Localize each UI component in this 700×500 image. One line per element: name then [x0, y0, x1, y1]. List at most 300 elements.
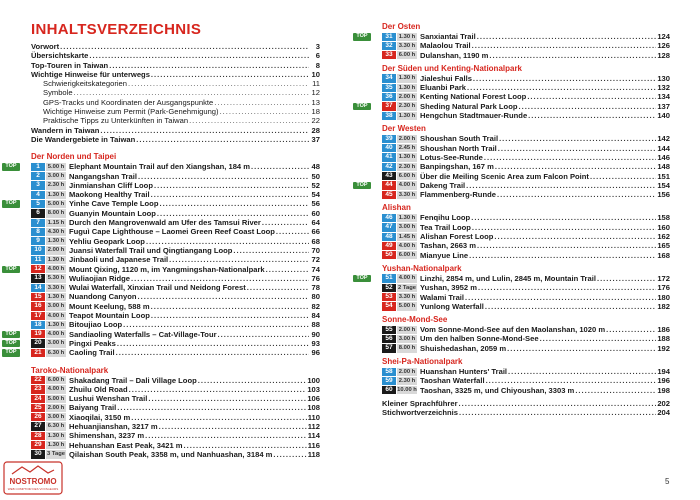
entry-page-number: 64 — [311, 218, 320, 228]
dot-leader — [528, 111, 656, 120]
entry-page-number: 37 — [311, 134, 320, 144]
tour-number: 59 — [382, 377, 396, 385]
tour-entry[interactable] — [382, 83, 670, 92]
dot-leader — [151, 311, 309, 320]
entry-label: Jialeshui Falls — [420, 73, 472, 83]
entry-page-number: 146 — [657, 152, 670, 162]
tour-duration: 1.45 h — [398, 233, 416, 240]
entry-page-number: 198 — [657, 385, 670, 395]
tour-entry[interactable] — [382, 334, 670, 343]
tour-entry[interactable] — [382, 386, 670, 395]
entry-page-number: 142 — [657, 134, 670, 144]
tour-entry[interactable] — [356, 273, 670, 283]
tour-number: 51 — [382, 274, 396, 282]
toc-entry[interactable] — [31, 135, 320, 144]
tour-entry[interactable] — [31, 450, 320, 459]
tour-entry[interactable] — [382, 213, 670, 222]
tour-duration: 1.30 h — [398, 75, 416, 82]
entry-label: Wulai Waterfall, Xinxian Trail und Neidong Forest — [69, 283, 246, 293]
tour-duration: 5.00 h — [47, 163, 65, 170]
entry-page-number: 82 — [311, 301, 320, 311]
toc-entry[interactable] — [31, 42, 320, 51]
dot-leader — [497, 190, 656, 199]
entry-page-number: 106 — [307, 394, 320, 404]
entry-label: Vom Sonne-Mond-See auf den Maolanshan, 1020 m — [420, 325, 606, 335]
entry-page-number: 88 — [311, 320, 320, 330]
dot-leader — [151, 302, 309, 311]
right-column — [356, 22, 670, 418]
entry-label: Baiyang Trail — [69, 403, 117, 413]
tour-entry[interactable] — [31, 385, 320, 394]
dot-leader — [247, 283, 309, 292]
dot-leader — [485, 302, 656, 311]
toc-entry[interactable] — [382, 408, 670, 417]
entry-page-number: 93 — [311, 338, 320, 348]
entry-page-number: 48 — [311, 162, 320, 172]
entry-page-number: 176 — [657, 283, 670, 293]
entry-label: Mount Keelung, 588 m — [69, 301, 150, 311]
tour-entry[interactable] — [382, 241, 670, 250]
entry-label: Shoushan South Trail — [420, 134, 499, 144]
entry-label: Kenting National Forest Loop — [420, 92, 527, 102]
entry-label: Banpingshan, 167 m — [420, 162, 494, 172]
top-badge: TOP — [353, 33, 371, 41]
entry-label: Lushui Wenshan Trail — [69, 394, 148, 404]
dot-leader — [218, 330, 309, 339]
section-heading: Der Norden und Taipei — [31, 152, 117, 162]
dot-leader — [148, 394, 306, 403]
tour-number: 60 — [382, 386, 396, 394]
dot-leader — [471, 213, 656, 222]
entry-label: Shuishedashan, 2059 m — [420, 343, 507, 353]
entry-label: Kleiner Sprachführer — [382, 398, 458, 408]
toc-entry[interactable] — [31, 116, 320, 125]
entry-label: Durch den Mangrovenwald am Ufer des Tamsui River — [69, 218, 261, 228]
tour-duration: 2.00 h — [47, 404, 65, 411]
tour-entry[interactable] — [31, 237, 320, 246]
entry-page-number: 56 — [311, 199, 320, 209]
tour-entry[interactable] — [31, 422, 320, 431]
entry-page-number: 76 — [311, 273, 320, 283]
tour-entry[interactable] — [5, 162, 320, 172]
tour-duration: 10.00 h — [397, 387, 417, 394]
tour-duration: 3.30 h — [398, 42, 416, 49]
dot-leader — [472, 223, 656, 232]
entry-label: Symbole — [43, 88, 73, 98]
tour-duration: 4.00 h — [47, 312, 65, 319]
tour-entry[interactable] — [31, 190, 320, 199]
dot-leader — [489, 51, 656, 60]
tour-duration: 2.00 h — [398, 326, 416, 333]
entry-label: Wichtige Hinweise zum Permit (Park-Genehmigung) — [43, 107, 219, 117]
entry-label: Nangangshan Trail — [69, 171, 137, 181]
tour-entry[interactable] — [382, 302, 670, 311]
tour-entry[interactable] — [382, 376, 670, 385]
tour-duration: 6.30 h — [47, 423, 65, 430]
tour-entry[interactable] — [5, 199, 320, 209]
entry-label: Hengchun Stadtmauer-Runde — [420, 111, 528, 121]
toc-entry[interactable] — [31, 126, 320, 135]
entry-page-number: 96 — [311, 348, 320, 358]
dot-leader — [128, 79, 309, 88]
entry-label: Yunlong Waterfall — [420, 301, 484, 311]
toc-entry[interactable] — [382, 399, 670, 408]
entry-label: Praktische Tipps zu Unterkünften in Taiwan — [43, 116, 189, 126]
entry-page-number: 165 — [657, 241, 670, 251]
tour-duration: 2.45 h — [398, 145, 416, 152]
entry-page-number: 112 — [307, 421, 320, 431]
dot-leader — [466, 181, 656, 190]
tour-number: 32 — [382, 42, 396, 50]
entry-page-number: 80 — [311, 292, 320, 302]
tour-duration: 2.30 h — [398, 377, 416, 384]
top-badge: TOP — [2, 163, 20, 171]
tour-entry[interactable] — [382, 293, 670, 302]
entry-page-number: 28 — [311, 125, 320, 135]
entry-label: Fenqihu Loop — [420, 213, 471, 223]
entry-label: Bitoujiao Loop — [69, 320, 123, 330]
tour-duration: 5.00 h — [47, 200, 65, 207]
dot-leader — [154, 181, 309, 190]
tour-number: 35 — [382, 84, 396, 92]
tour-duration: 1.30 h — [398, 154, 416, 161]
entry-page-number: 137 — [657, 101, 670, 111]
dot-leader — [477, 241, 656, 250]
tour-number: 44 — [382, 181, 396, 189]
top-badge: TOP — [353, 103, 371, 111]
dot-leader — [145, 431, 307, 440]
left-column — [5, 42, 320, 459]
tour-entry[interactable] — [31, 302, 320, 311]
tour-number: 41 — [382, 153, 396, 161]
dot-leader — [220, 107, 309, 116]
entry-page-number: 144 — [657, 143, 670, 153]
tour-duration: 1.30 h — [398, 112, 416, 119]
tour-entry[interactable] — [356, 101, 670, 111]
dot-leader — [159, 199, 309, 208]
section-heading: Alishan — [382, 203, 411, 213]
tour-number: 15 — [31, 293, 45, 301]
tour-entry[interactable] — [382, 232, 670, 241]
tour-entry[interactable] — [382, 283, 670, 292]
tour-duration: 1.30 h — [47, 256, 65, 263]
dot-leader — [465, 293, 656, 302]
dot-leader — [498, 144, 657, 153]
tour-duration: 4.00 h — [398, 182, 416, 189]
dot-leader — [146, 237, 309, 246]
entry-page-number: 50 — [311, 171, 320, 181]
entry-page-number: 134 — [657, 92, 670, 102]
entry-label: Tashan, 2663 m — [420, 241, 476, 251]
entry-label: Sheding Natural Park Loop — [420, 101, 518, 111]
tour-entry[interactable] — [31, 209, 320, 218]
tour-entry[interactable] — [356, 32, 670, 41]
tour-duration: 8.00 h — [47, 210, 65, 217]
tour-entry[interactable] — [356, 180, 670, 190]
dot-leader — [159, 422, 307, 431]
tour-number: 2 — [31, 172, 45, 180]
entry-page-number: 204 — [657, 408, 670, 418]
entry-page-number: 60 — [311, 208, 320, 218]
entry-label: Schwierigkeitskategorien — [43, 79, 127, 89]
tour-number: 36 — [382, 93, 396, 101]
tour-number: 55 — [382, 326, 396, 334]
tour-number: 8 — [31, 228, 45, 236]
tour-duration: 8.00 h — [398, 345, 416, 352]
entry-page-number: 196 — [657, 376, 670, 386]
tour-entry[interactable] — [382, 74, 670, 83]
entry-label: Top-Touren in Taiwan — [31, 60, 109, 70]
entry-label: Fuguì Cape Lighthouse – Laomei Green Reef Coast Loop — [69, 227, 275, 237]
tour-duration: 5.00 h — [47, 395, 65, 402]
toc-entry[interactable] — [31, 107, 320, 116]
toc-entry[interactable] — [31, 70, 320, 79]
tour-entry[interactable] — [31, 246, 320, 255]
entry-page-number: 70 — [311, 245, 320, 255]
tour-entry[interactable] — [31, 283, 320, 292]
page-number: 5 — [665, 477, 670, 486]
dot-leader — [273, 450, 306, 459]
entry-page-number: 72 — [311, 255, 320, 265]
entry-label: Guanyin Mountain Loop — [69, 208, 156, 218]
tour-number: 24 — [31, 395, 45, 403]
tour-number: 17 — [31, 312, 45, 320]
tour-number: 52 — [382, 284, 396, 292]
entry-label: Xiaoqilai, 3150 m — [69, 412, 131, 422]
tour-entry[interactable] — [382, 325, 670, 334]
tour-duration: 4.00 h — [47, 266, 65, 273]
top-badge: TOP — [2, 340, 20, 348]
dot-leader — [518, 102, 656, 111]
dot-leader — [89, 51, 309, 60]
dot-leader — [151, 70, 309, 79]
tour-duration: 6.00 h — [398, 52, 416, 59]
tour-entry[interactable] — [31, 394, 320, 403]
dot-leader — [508, 367, 656, 376]
tour-entry[interactable] — [382, 144, 670, 153]
entry-label: Yehliu Geopark Loop — [69, 236, 145, 246]
dot-leader — [151, 190, 309, 199]
tour-entry[interactable] — [5, 348, 320, 358]
tour-duration: 4.00 h — [398, 275, 416, 282]
dot-leader — [136, 135, 309, 144]
toc-entry[interactable] — [31, 61, 320, 70]
entry-label: Pingxi Peaks — [69, 338, 116, 348]
tour-entry[interactable] — [31, 376, 320, 385]
entry-label: Caoling Trail — [69, 348, 115, 358]
tour-entry[interactable] — [382, 223, 670, 232]
entry-label: Zhuilu Old Road — [69, 384, 128, 394]
entry-label: Mianyue Line — [420, 250, 469, 260]
entry-page-number: 114 — [307, 431, 320, 441]
tour-duration: 3.00 h — [47, 340, 65, 347]
dot-leader — [459, 408, 656, 417]
tour-number: 53 — [382, 293, 396, 301]
tour-entry[interactable] — [31, 172, 320, 181]
entry-label: Jinmianshan Cliff Loop — [69, 180, 153, 190]
entry-page-number: 148 — [657, 162, 670, 172]
tour-entry[interactable] — [31, 320, 320, 329]
tour-entry[interactable] — [31, 218, 320, 227]
page-title: INHALTSVERZEICHNIS — [31, 21, 202, 38]
dot-leader — [262, 218, 309, 227]
tour-entry[interactable] — [382, 190, 670, 199]
entry-label: Maokong Healthy Trail — [69, 190, 150, 200]
tour-entry[interactable] — [31, 441, 320, 450]
top-badge: TOP — [353, 182, 371, 190]
entry-label: Elephant Mountain Trail auf den Xiangshan, 184 m — [69, 162, 251, 172]
tour-number: 45 — [382, 191, 396, 199]
entry-page-number: 188 — [657, 334, 670, 344]
tour-entry[interactable] — [382, 172, 670, 181]
entry-label: Teapot Mountain Loop — [69, 311, 150, 321]
tour-entry[interactable] — [5, 338, 320, 348]
dot-leader — [131, 274, 309, 283]
entry-label: Huanshan Hunters' Trail — [420, 367, 508, 377]
tour-entry[interactable] — [382, 344, 670, 353]
dot-leader — [189, 116, 309, 125]
tour-entry[interactable] — [31, 255, 320, 264]
tour-duration: 2.30 h — [398, 103, 416, 110]
tour-duration: 1.30 h — [47, 321, 65, 328]
tour-entry[interactable] — [382, 92, 670, 101]
tour-number: 40 — [382, 144, 396, 152]
entry-label: Vorwort — [31, 42, 60, 51]
tour-number: 7 — [31, 219, 45, 227]
entry-label: Malaolou Trail — [420, 41, 471, 51]
entry-page-number: 192 — [657, 343, 670, 353]
tour-entry[interactable] — [382, 41, 670, 50]
tour-duration: 3 Tage — [47, 451, 65, 458]
tour-number: 33 — [382, 51, 396, 59]
tour-duration: 1.30 h — [47, 442, 65, 449]
toc-entry[interactable] — [31, 51, 320, 60]
dot-leader — [590, 172, 656, 181]
toc-entry[interactable] — [31, 88, 320, 97]
tour-entry[interactable] — [382, 134, 670, 143]
tour-entry[interactable] — [382, 51, 670, 60]
tour-entry[interactable] — [382, 251, 670, 260]
tour-duration: 1.30 h — [47, 191, 65, 198]
tour-number: 39 — [382, 135, 396, 143]
tour-number: 56 — [382, 335, 396, 343]
tour-entry[interactable] — [382, 111, 670, 120]
entry-label: Sandiaoling Waterfalls – Cat-Village-Tour — [69, 329, 217, 339]
entry-label: Shimenshan, 3237 m — [69, 431, 145, 441]
dot-leader — [138, 172, 309, 181]
entry-page-number: 202 — [657, 398, 670, 408]
tour-duration: 4.30 h — [47, 228, 65, 235]
tour-duration: 6.00 h — [398, 252, 416, 259]
entry-label: Yushan, 3952 m — [420, 283, 477, 293]
tour-entry[interactable] — [382, 162, 670, 171]
tour-duration: 1.30 h — [47, 293, 65, 300]
tour-duration: 3.00 h — [398, 224, 416, 231]
toc-entry[interactable] — [31, 98, 320, 107]
dot-leader — [597, 274, 656, 283]
entry-label: Wichtige Hinweise für unterwegs — [31, 69, 150, 79]
entry-page-number: 74 — [311, 264, 320, 274]
tour-number: 6 — [31, 209, 45, 217]
dot-leader — [109, 61, 309, 70]
tour-number: 49 — [382, 242, 396, 250]
tour-entry[interactable] — [5, 329, 320, 339]
entry-label: Linzhi, 2854 m, und Lulin, 2845 m, Mountain Trail — [420, 273, 596, 283]
tour-entry[interactable] — [5, 264, 320, 274]
tour-number: 11 — [31, 256, 45, 264]
tour-entry[interactable] — [31, 292, 320, 301]
entry-page-number: 68 — [311, 236, 320, 246]
tour-number: 48 — [382, 233, 396, 241]
top-badge: TOP — [2, 349, 20, 357]
entry-page-number: 8 — [315, 60, 320, 70]
dot-leader — [575, 386, 656, 395]
tour-duration: 5.00 h — [398, 303, 416, 310]
entry-page-number: 10 — [311, 69, 320, 79]
dot-leader — [116, 348, 309, 357]
entry-page-number: 110 — [307, 412, 320, 422]
entry-page-number: 194 — [657, 367, 670, 377]
tour-number: 31 — [382, 33, 396, 41]
tour-number: 5 — [31, 200, 45, 208]
tour-number: 37 — [382, 102, 396, 110]
section-heading: Taroko-Nationalpark — [31, 365, 109, 375]
spacer — [31, 144, 320, 148]
entry-page-number: 130 — [657, 73, 670, 83]
tour-entry[interactable] — [31, 227, 320, 236]
dot-leader — [251, 162, 309, 171]
tour-entry[interactable] — [31, 181, 320, 190]
entry-page-number: 12 — [311, 88, 320, 98]
dot-leader — [499, 134, 656, 143]
tour-entry[interactable] — [31, 431, 320, 440]
entry-label: Yinhe Cave Temple Loop — [69, 199, 159, 209]
tour-number: 58 — [382, 368, 396, 376]
tour-number: 42 — [382, 163, 396, 171]
entry-label: Um den halben Sonne-Mond-See — [420, 334, 539, 344]
dot-leader — [129, 385, 307, 394]
dot-leader — [198, 376, 307, 385]
entry-page-number: 182 — [657, 301, 670, 311]
entry-page-number: 132 — [657, 83, 670, 93]
tour-entry[interactable] — [31, 274, 320, 283]
tour-entry[interactable] — [31, 403, 320, 412]
entry-label: Shakadang Trail – Dali Village Loop — [69, 375, 197, 385]
tour-entry[interactable] — [382, 367, 670, 376]
tour-number: 19 — [31, 330, 45, 338]
dot-leader — [184, 441, 307, 450]
tour-duration: 2.00 h — [398, 368, 416, 375]
toc-entry[interactable] — [31, 79, 320, 88]
tour-number: 13 — [31, 274, 45, 282]
section-heading: Yushan-Nationalpark — [382, 263, 462, 273]
entry-label: Qilaishan South Peak, 3358 m, und Nanhuashan, 3184 m — [69, 449, 273, 459]
tour-entry[interactable] — [31, 311, 320, 320]
tour-number: 27 — [31, 422, 45, 430]
tour-duration: 3.00 h — [47, 303, 65, 310]
entry-label: Alishan Forest Loop — [420, 232, 494, 242]
entry-label: Nuandong Canyon — [69, 292, 137, 302]
entry-page-number: 151 — [657, 171, 670, 181]
tour-entry[interactable] — [31, 413, 320, 422]
tour-entry[interactable] — [382, 153, 670, 162]
tour-duration: 1.30 h — [47, 432, 65, 439]
tour-duration: 2.00 h — [398, 93, 416, 100]
dot-leader — [138, 292, 310, 301]
entry-page-number: 22 — [311, 116, 320, 126]
tour-number: 12 — [31, 265, 45, 273]
entry-label: Wandern in Taiwan — [31, 125, 100, 135]
